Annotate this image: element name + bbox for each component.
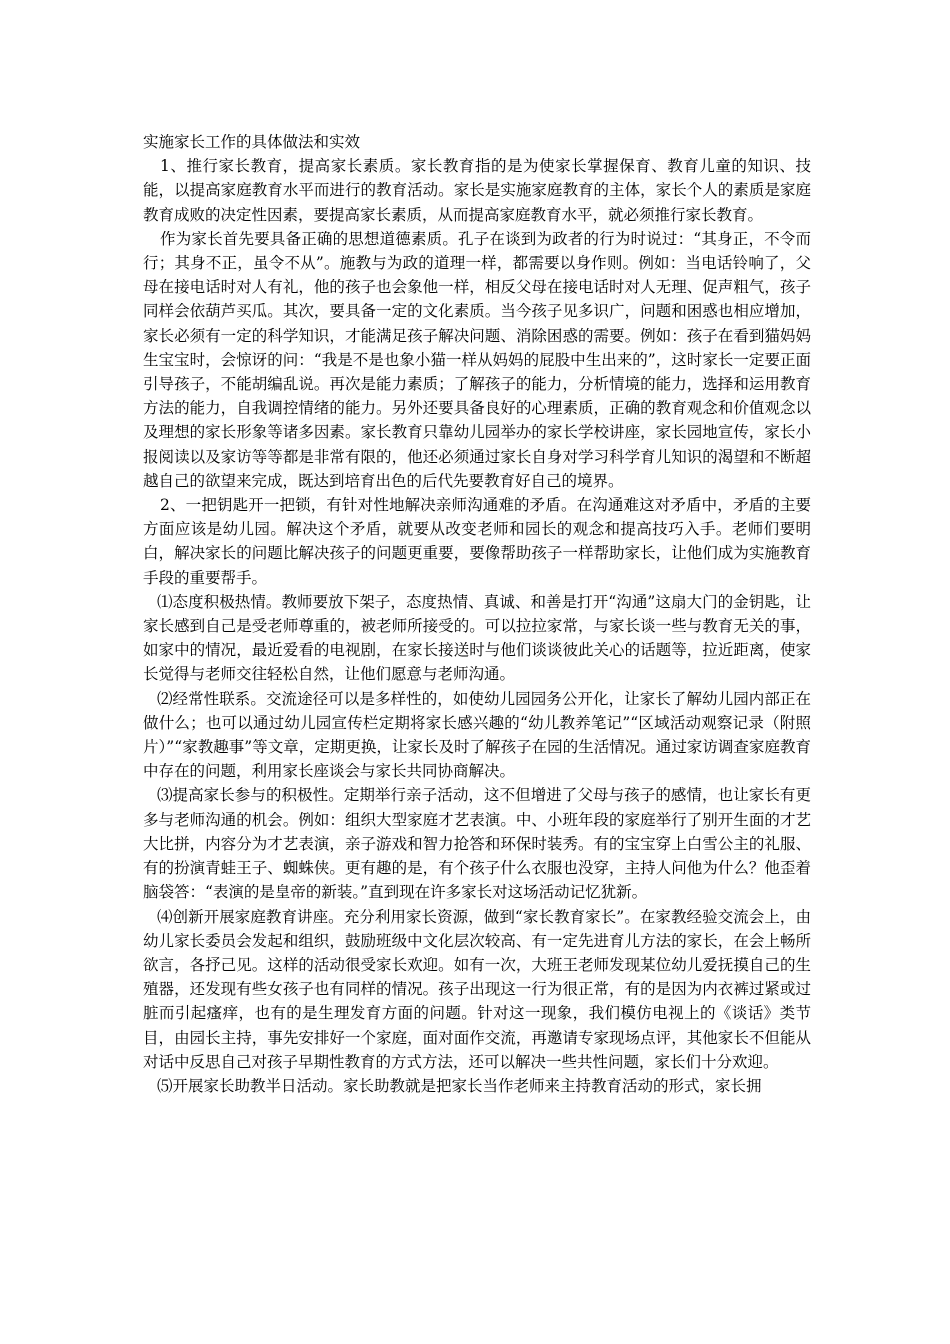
paragraph-2-communication: 2、一把钥匙开一把锁，有针对性地解决亲师沟通难的矛盾。在沟通难这对矛盾中，矛盾的主要方面应该是幼儿园。解决这个矛盾，就要从改变老师和园长的观念和提高技巧入手。老师们要明白，解决家长的问题比解决孩子的问题更重要，要像帮助孩子一样帮助家长，让他们成为实施教育手段的重要帮手。 xyxy=(143,496,811,587)
paragraph-parent-qualities: 作为家长首先要具备正确的思想道德素质。孔子在谈到为政者的行为时说过：“其身正，不令而行；其身不正，虽令不从”。施教与为政的道理一样，都需要以身作则。例如：当电话铃响了，父母在接电话时对人有礼，他的孩子也会象他一样，相反父母在接电话时对人无理、促声粗气，孩子同样会依葫芦买瓜。其次，要具备一定的文化素质。当今孩子见多识广，问题和困惑也相应增加，家长必须有一定的科学知识，才能满足孩子解决问题、消除困惑的需要。例如：孩子在看到猫妈妈生宝宝时，会惊讶的问：“我是不是也象小猫一样从妈妈的屁股中生出来的”，这时家长一定要正面引导孩子，不能胡编乱说。再次是能力素质；了解孩子的能力，分析情境的能力，选择和运用教育方法的能力，自我调控情绪的能力。另外还要具备良好的心理素质，正确的教育观念和价值观念以及理想的家长形象等诸多因素。家长教育只靠幼儿园举办的家长学校讲座，家长园地宣传，家长小报阅读以及家访等等都是非常有限的，他还必须通过家长自身对学习科学育儿知识的渴望和不断超越自己的欲望来完成，既达到培育出色的后代先要教育好自己的境界。 xyxy=(143,229,811,490)
paragraph-1-parent-education: 1、推行家长教育，提高家长素质。家长教育指的是为使家长掌握保育、教育儿童的知识、技能，以提高家庭教育水平而进行的教育活动。家长是实施家庭教育的主体，家长个人的素质是家庭教育成败的决定性因素，要提高家长素质，从而提高家庭教育水平，就必须推行家长教育。 xyxy=(143,157,811,224)
document-body xyxy=(143,130,811,1098)
paragraph-item-4-lectures: ⑷创新开展家庭教育讲座。充分利用家长资源，做到“家长教育家长”。在家教经验交流会上，由幼儿家长委员会发起和组织，鼓励班级中文化层次较高、有一定先进育儿方法的家长，在会上畅所欲言，各抒己见。这样的活动很受家长欢迎。如有一次，大班王老师发现某位幼儿爱抚摸自己的生殖器，还发现有些女孩子也有同样的情况。孩子出现这一行为很正常，有的是因为内衣裤过紧或过脏而引起瘙痒，也有的是生理发育方面的问题。针对这一现象，我们模仿电视上的《谈话》类节目，由园长主持，事先安排好一个家庭，面对面作交流，再邀请专家现场点评，其他家长不但能从对话中反思自己对孩子早期性教育的方式方法，还可以解决一些共性问题，家长们十分欢迎。 xyxy=(143,907,811,1071)
paragraph-item-5-assistant-teaching: ⑸开展家长助教半日活动。家长助教就是把家长当作老师来主持教育活动的形式，家长拥 xyxy=(156,1076,762,1095)
document-title: 实施家长工作的具体做法和实效 xyxy=(143,133,361,151)
paragraph-item-1-attitude: ⑴态度积极热情。教师要放下架子，态度热情、真诚、和善是打开“沟通”这扇大门的金钥匙，让家长感到自己是受老师尊重的，被老师所接受的。可以拉拉家常，与家长谈一些与教育无关的事，如家中的情况，最近爱看的电视剧，在家长接送时与他们谈谈彼此关心的话题等，拉近距离，使家长觉得与老师交往轻松自然，让他们愿意与老师沟通。 xyxy=(143,592,811,684)
paragraph-item-2-contact: ⑵经常性联系。交流途径可以是多样性的，如使幼儿园园务公开化，让家长了解幼儿园内部正在做什么；也可以通过幼儿园宣传栏定期将家长感兴趣的“幼儿教养笔记”“区域活动观察记录（附照片）”“家教趣事”等文章，定期更换，让家长及时了解孩子在园的生活情况。通过家访调查家庭教育中存在的问题，利用家长座谈会与家长共同协商解决。 xyxy=(143,689,811,781)
paragraph-item-3-participation: ⑶提高家长参与的积极性。定期举行亲子活动，这不但增进了父母与孩子的感情，也让家长有更多与老师沟通的机会。例如：组织大型家庭才艺表演。中、小班年段的家庭举行了别开生面的才艺大比拼，内容分为才艺表演，亲子游戏和智力抢答和环保时装秀。有的宝宝穿上白雪公主的礼服、有的扮演青蛙王子、蜘蛛侠。更有趣的是，有个孩子什么衣服也没穿，主持人问他为什么？他歪着脑袋答：“表演的是皇帝的新装。”直到现在许多家长对这场活动记忆犹新。 xyxy=(143,786,811,902)
